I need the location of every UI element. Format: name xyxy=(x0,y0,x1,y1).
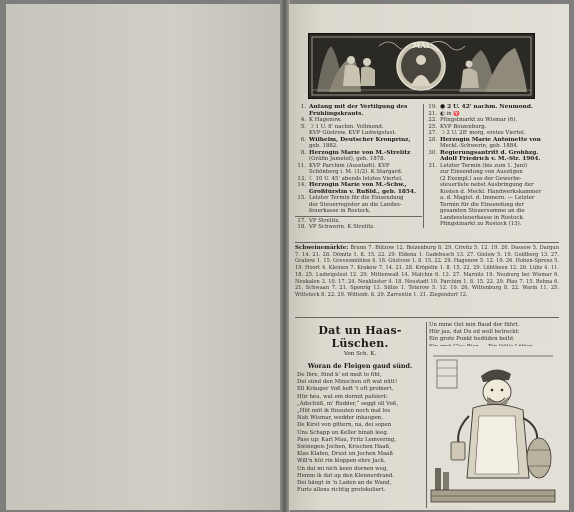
calendar-entry: Pfingstmarkt zu Rostock (13). xyxy=(440,221,522,227)
poem-author: Von Sch. K. xyxy=(343,351,377,357)
calendar-entry: steuerliste nebst Ausbringung der xyxy=(440,182,534,188)
calendar-entry: Termin für die Einsendung der xyxy=(440,201,525,208)
calendar-entry: 11. KVP Parchim (Ausstadt). KVP xyxy=(297,162,390,169)
calendar-entry: Landessteuerkasse in Rostock. xyxy=(440,214,525,221)
calendar-entry: KVP Güstrow. KVP Ludwigslust. xyxy=(309,130,397,136)
tavern-illustration xyxy=(429,346,557,506)
calendar-column-left xyxy=(295,104,422,231)
verse-line: De Kirst von gittern, na, dei sopen xyxy=(297,422,392,429)
poem-title: Dat un Haas-Lüschen. xyxy=(318,324,402,350)
calendar-entry: 25. KVP Boizenburg. xyxy=(428,123,487,130)
calendar-entry: feuerkasse in Rostock. xyxy=(309,208,371,214)
verse-line: „Adschüß, m' Rudder,“ seggt oll Voß, xyxy=(297,400,399,407)
calendar-entry: 18. VP Schwerin. K Strelitz. xyxy=(297,224,375,230)
verse-line: Uns Schapp un Keller binah leeg. xyxy=(297,429,389,436)
month-banner-illustration xyxy=(308,33,535,99)
verse-line: Will'n hüt rin kloppen ehre Jack. xyxy=(297,458,386,465)
verse-line: Dei hängt in 'n Laden an de Wand, xyxy=(297,480,392,487)
calendar-entry: Frühlingskrauts. xyxy=(309,110,364,117)
poem-left-column xyxy=(297,324,423,494)
calendar-entry: a. d. Magist. d. Immern. — Letzter xyxy=(440,195,535,201)
verse-line: Hür heu, wat em dormit pafsiert: xyxy=(297,393,388,400)
calendar-entry: geb. 1882. xyxy=(309,143,338,149)
calendar-entry: 19. ● 2 U. 42' nachm. Neumond. xyxy=(428,104,533,110)
divider xyxy=(295,216,422,217)
verse-line: Nah Wismar, wedder inkaupen, xyxy=(297,415,383,422)
calendar-entry: 6. Wilhelm, Deutscher Kronprinz, xyxy=(300,136,411,143)
verse-line: Ein grote Punkt bedüden beiht xyxy=(429,336,514,343)
verse-line: Un mine Oet min Baud der führt. xyxy=(429,322,520,328)
verse-line: De Ihre, fünd k' ed moß to fiht, xyxy=(297,372,382,378)
poem-verse xyxy=(297,372,423,494)
left-page xyxy=(6,4,282,510)
verse-line: Hemm ik dat up den Klennerdrand. xyxy=(297,472,395,479)
calendar-entry: 13. ☾ 10 U. 45' abends letztes Viertel. xyxy=(297,175,403,182)
calendar-entry: Kosten d. Meckl. Handwerkskammer xyxy=(440,188,542,195)
divider xyxy=(295,317,559,318)
calendar-entry: gesamten Steuersumme an die xyxy=(440,208,525,214)
calendar-entry: Adolf Friedrich v. M.-Str. 1904. xyxy=(440,156,541,162)
verse-line: „Hüt möt ik füssuten noch mal los xyxy=(297,408,391,415)
poem-heading: Woran de Fleigen gaud sünd. xyxy=(307,362,413,370)
calendar-entry: 22. Pfingstmarkt zu Wismar (6). xyxy=(428,117,518,123)
verse-line: Furts allens richtig protokoliert. xyxy=(297,487,386,494)
calendar-entry: 1. Anfang mit der Vertilgung des xyxy=(300,104,408,110)
calendar-entry: 21. ◐ in ♈ xyxy=(428,110,461,117)
calendar-entry: 27. ☽ 2 U. 28' morg. erstes Viertel. xyxy=(428,130,526,136)
calendar-entry: der Steuerregister an die Landes- xyxy=(309,201,402,208)
calendar-page xyxy=(289,4,569,510)
verse-line: Pass up: Karl Mau, Fritz Lemvering, xyxy=(297,436,396,443)
column-divider xyxy=(426,322,427,508)
verse-line: Klas Klafen, Drust un Jochen Maaß xyxy=(297,451,393,458)
calendar-column-right xyxy=(423,104,562,228)
verse-line: Hür jau, dat Du ed woll betreckt: xyxy=(429,329,520,336)
verse-line: Un dat mi nich keen dornen weg, xyxy=(297,465,389,472)
verse-line: Swinegeis Jochen, Krischen Haaß, xyxy=(297,444,391,451)
markets-label: Schweinemärkte: xyxy=(295,245,349,251)
calendar-entry: (2 Exempl.) aus der Gewerbe- xyxy=(440,175,522,182)
calendar-entry: 8. Herzogin Marie von M.-Strelitz xyxy=(300,149,411,156)
calendar-entry: Schönberg i. M. (1/2). K Stargard. xyxy=(309,169,403,175)
calendar-entry: Großfürstin v. Rußld., geb. 1854. xyxy=(309,188,416,195)
calendar-entry: 17. VP Strelitz. xyxy=(297,217,341,224)
month-label: MAI xyxy=(412,41,430,50)
calendar-entry: 31. Letzter Termin (bis zum 1. Juni) xyxy=(428,162,528,169)
markets-text: Brunn 7. Bützow 12. Boizenburg 8. 29. Crivitz 5. 12. 19. 26. Dassow 5. Dargun 7. 14. 21. 28. Dömitz 1. 8. 15. 22. 29. Eldena 1. Gadebusch 13. 27. Gielow 5. 19. Goldberg 13. 27. Grabow 1. 15. Grevesmühlen 4. 18. Güstrow 1. 8. 15. 22. 29. Hagenow 5. 12. 19. 26. Hohen-Sprenz 5. 19. Hoort 4. Kleinen 7. Krakow 7. 14. 21. 28. Kröpelin 1. 8. 15. 22. 29. Lübtheen 12. 26. Lübz 4. 11. 18. 25. Ludwigslust 12. 29. Mittenwalt 14. Malchin 6. 13. 27. Marnitz 19. Neuburg bei Wismar 6. Neukalen 3. 10. 17. 24. Neukloster 4. 18. Neustadt 10. Parchim 1. 8. 15. 22. 29. Plau 7. 15. Rehna 6. 21. Schwaan 7. 21. Sponrig 13. Sülze 1. Teterow 5. 12. 19. 26. Wittenburg 8. 22. Warin 11. 25. Wittstock 8. 22. 29. Wittenb. 8. 29. Zarrentin 1. 21. Ziegendorf 12. xyxy=(295,245,559,298)
calendar-entry: 5. ☽ 1 U. 8' nachm. Vollmond. xyxy=(300,123,384,130)
calendar-entry: 28. Herzogin Marie Antoinette von xyxy=(428,136,541,143)
calendar-entry: 14. Herzogin Marie von M.-Schw., xyxy=(297,182,407,188)
calendar-entry: zur Einsendung von Auszügen xyxy=(440,169,523,175)
pig-markets-section xyxy=(295,242,559,299)
calendar-entry: 4. K Hagenow. xyxy=(300,117,342,123)
calendar-entry: 30. Regierungsantritt d. Grohhzg. xyxy=(428,149,539,156)
calendar-entry: Meckl.-Schwerin, geb. 1884. xyxy=(440,143,519,149)
calendar-entry: (Gräfin Jametel), geb. 1878. xyxy=(309,156,386,162)
verse-line: Ell Kräuger Voß heft 't oft probiert, xyxy=(297,386,394,393)
calendar-entry: 15. Letzter Termin für die Einsendung xyxy=(297,195,404,201)
verse-line: Dei sünd den Minschen oft wat nütt! xyxy=(297,379,398,386)
